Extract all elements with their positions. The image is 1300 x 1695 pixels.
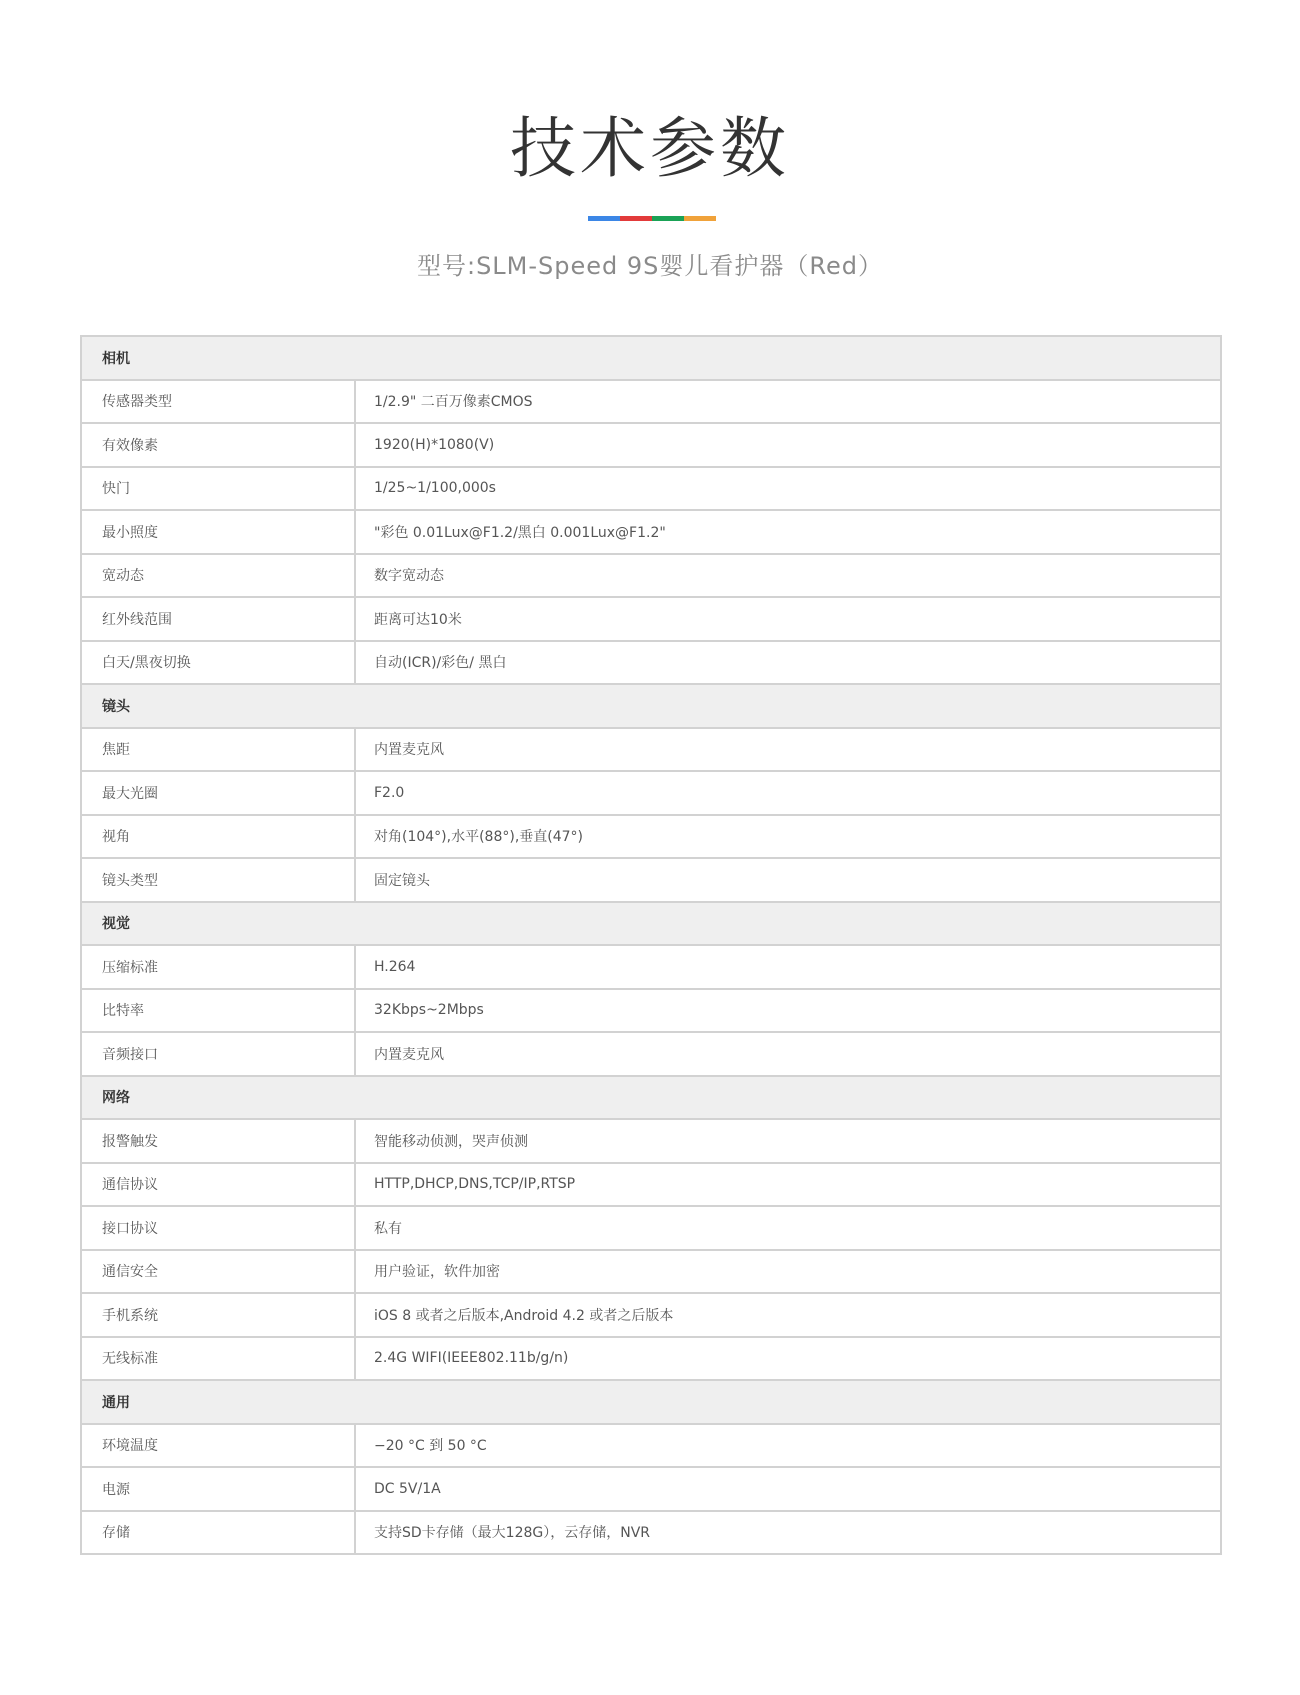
spec-value: 固定镜头 (355, 858, 1221, 902)
spec-label: 白天/黑夜切换 (81, 641, 355, 685)
spec-label: 有效像素 (81, 423, 355, 467)
table-row (81, 554, 1221, 598)
spec-label: 宽动态 (81, 554, 355, 598)
section-header-row (81, 684, 1221, 728)
table-row (81, 1206, 1221, 1250)
table-row (81, 1032, 1221, 1076)
section-header-row (81, 336, 1221, 380)
table-row (81, 858, 1221, 902)
spec-label: 压缩标准 (81, 945, 355, 989)
spec-label: 环境温度 (81, 1424, 355, 1468)
table-row (81, 728, 1221, 772)
spec-value: HTTP,DHCP,DNS,TCP/IP,RTSP (355, 1163, 1221, 1207)
title-underline (588, 216, 716, 221)
spec-table (80, 335, 1222, 1555)
table-row (81, 641, 1221, 685)
section-header-row (81, 1076, 1221, 1120)
spec-value: 内置麦克风 (355, 1032, 1221, 1076)
spec-value: 32Kbps~2Mbps (355, 989, 1221, 1033)
table-row (81, 989, 1221, 1033)
spec-value: DC 5V/1A (355, 1467, 1221, 1511)
spec-label: 音频接口 (81, 1032, 355, 1076)
spec-label: 报警触发 (81, 1119, 355, 1163)
spec-value: 1/2.9" 二百万像素CMOS (355, 380, 1221, 424)
spec-label: 通信安全 (81, 1250, 355, 1294)
spec-value: 1/25~1/100,000s (355, 467, 1221, 511)
spec-value: 智能移动侦测，哭声侦测 (355, 1119, 1221, 1163)
section-title: 网络 (81, 1076, 1221, 1120)
section-title: 通用 (81, 1380, 1221, 1424)
spec-label: 最小照度 (81, 510, 355, 554)
spec-label: 无线标准 (81, 1337, 355, 1381)
spec-table-body (81, 336, 1221, 1554)
spec-label: 存储 (81, 1511, 355, 1555)
spec-label: 红外线范围 (81, 597, 355, 641)
spec-value: 支持SD卡存储（最大128G），云存储，NVR (355, 1511, 1221, 1555)
table-row (81, 597, 1221, 641)
spec-label: 快门 (81, 467, 355, 511)
underline-segment-red (620, 216, 652, 221)
table-row (81, 1119, 1221, 1163)
spec-label: 传感器类型 (81, 380, 355, 424)
table-row (81, 1337, 1221, 1381)
table-row (81, 1511, 1221, 1555)
spec-label: 最大光圈 (81, 771, 355, 815)
spec-value: 私有 (355, 1206, 1221, 1250)
spec-value: 自动(ICR)/彩色/ 黑白 (355, 641, 1221, 685)
spec-value: 对角(104°),水平(88°),垂直(47°) (355, 815, 1221, 859)
spec-value: 数字宽动态 (355, 554, 1221, 598)
table-row (81, 510, 1221, 554)
table-row (81, 1163, 1221, 1207)
spec-value: −20 °C 到 50 °C (355, 1424, 1221, 1468)
table-row (81, 945, 1221, 989)
spec-label: 比特率 (81, 989, 355, 1033)
spec-value: H.264 (355, 945, 1221, 989)
table-row (81, 771, 1221, 815)
table-row (81, 1250, 1221, 1294)
section-header-row (81, 1380, 1221, 1424)
spec-value: 内置麦克风 (355, 728, 1221, 772)
underline-segment-orange (684, 216, 716, 221)
section-title: 镜头 (81, 684, 1221, 728)
spec-value: "彩色 0.01Lux@F1.2/黑白 0.001Lux@F1.2" (355, 510, 1221, 554)
spec-value: F2.0 (355, 771, 1221, 815)
table-row (81, 815, 1221, 859)
table-row (81, 1467, 1221, 1511)
section-title: 视觉 (81, 902, 1221, 946)
page-title: 技术参数 (510, 110, 790, 187)
model-subtitle: 型号:SLM-Speed 9S婴儿看护器（Red） (416, 252, 884, 280)
table-row (81, 1424, 1221, 1468)
underline-segment-blue (588, 216, 620, 221)
spec-label: 镜头类型 (81, 858, 355, 902)
spec-value: 距离可达10米 (355, 597, 1221, 641)
spec-label: 电源 (81, 1467, 355, 1511)
spec-value: 用户验证，软件加密 (355, 1250, 1221, 1294)
spec-label: 视角 (81, 815, 355, 859)
section-header-row (81, 902, 1221, 946)
spec-label: 手机系统 (81, 1293, 355, 1337)
spec-label: 通信协议 (81, 1163, 355, 1207)
spec-value: 2.4G WIFI(IEEE802.11b/g/n) (355, 1337, 1221, 1381)
spec-value: iOS 8 或者之后版本,Android 4.2 或者之后版本 (355, 1293, 1221, 1337)
table-row (81, 1293, 1221, 1337)
table-row (81, 467, 1221, 511)
spec-value: 1920(H)*1080(V) (355, 423, 1221, 467)
spec-label: 接口协议 (81, 1206, 355, 1250)
table-row (81, 380, 1221, 424)
underline-segment-green (652, 216, 684, 221)
table-row (81, 423, 1221, 467)
spec-label: 焦距 (81, 728, 355, 772)
section-title: 相机 (81, 336, 1221, 380)
